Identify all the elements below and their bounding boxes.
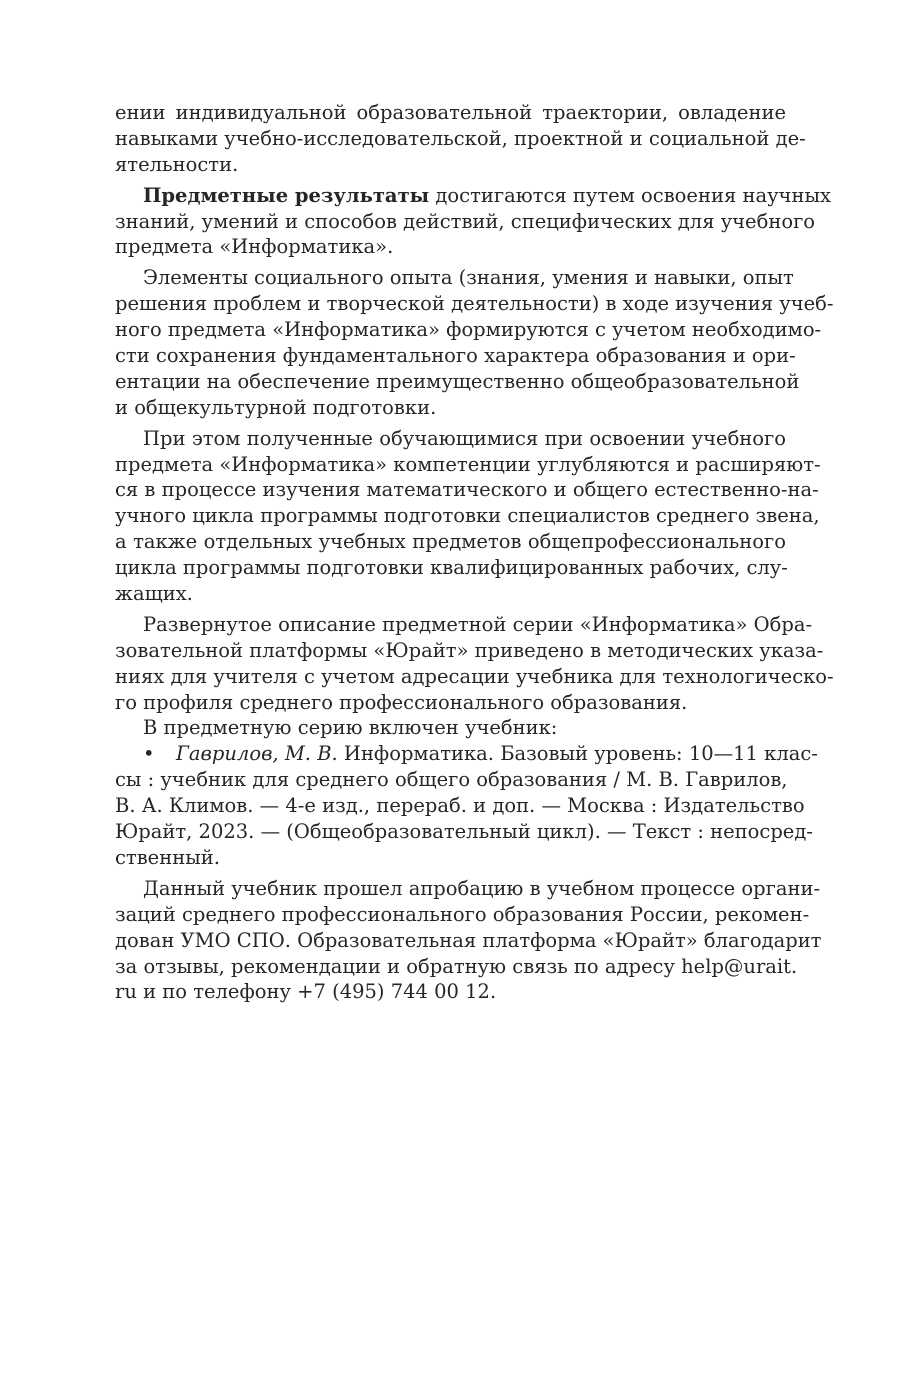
text-line: предмета «Информатика».: [115, 235, 394, 259]
paragraph-1: [115, 100, 806, 178]
text-line: предмета «Информатика» компетенции углубляются и расширяют-: [115, 452, 821, 476]
text-line: дован УМО СПО. Образовательная платформа «Юрайт» благодарит: [115, 928, 822, 952]
text-line: а также отдельных учебных предметов общепрофессионального: [115, 530, 786, 554]
paragraph-series-includes: [115, 715, 786, 741]
text-line: Юрайт, 2023. — (Общеобразовательный цикл). — Текст : непосред-: [115, 820, 813, 844]
text-line: ниях для учителя с учетом адресации учебника для технологическо-: [115, 664, 834, 688]
text-line: го профиля среднего профессионального образования.: [115, 690, 688, 714]
paragraph-subject-results: [115, 183, 831, 261]
paragraph-competencies: [115, 426, 821, 607]
text-line: учного цикла программы подготовки специалистов среднего звена,: [115, 504, 820, 528]
text-line: [115, 183, 831, 209]
text-line: ru и по телефону +7 (495) 744 00 12.: [115, 980, 497, 1004]
paragraph-approbation: [115, 876, 822, 1005]
paragraph-series-description: [115, 612, 834, 716]
text-line: В. А. Климов. — 4-е изд., перераб. и доп. — Москва : Издательство: [115, 794, 805, 818]
text-line: за отзывы, рекомендации и обратную связь по адресу help@urait.: [115, 954, 798, 978]
text-line: ного предмета «Информатика» формируются с учетом необходимо-: [115, 318, 822, 342]
text-line: навыками учебно-исследовательской, проектной и социальной де-: [115, 126, 806, 150]
text-line: жащих.: [115, 582, 193, 606]
paragraph-social-experience: [115, 265, 834, 420]
text-line: ентации на обеспечение преимущественно общеобразовательной: [115, 369, 800, 393]
text-line: цикла программы подготовки квалифицированных рабочих, слу-: [115, 556, 788, 580]
text-line: При этом полученные обучающимися при освоении учебного: [143, 426, 786, 450]
text-line: ении индивидуальной образовательной траектории, овладение: [115, 101, 786, 124]
text-line: В предметную серию включен учебник:: [143, 716, 558, 740]
text-line: сти сохранения фундаментального характера образования и ори-: [115, 344, 796, 368]
text-line: решения проблем и творческой деятельности) в ходе изучения учеб-: [115, 292, 834, 316]
text-line: заций среднего профессионального образования России, рекомен-: [115, 902, 810, 926]
text-span: достигаются путем освоения научных: [429, 183, 831, 207]
text-line: ся в процессе изучения математического и общего естественно-на-: [115, 478, 819, 502]
bullet-marker: •: [143, 742, 155, 766]
text-line: сы : учебник для среднего общего образования / М. В. Гаврилов,: [115, 768, 788, 792]
text-line: ятельности.: [115, 152, 239, 176]
text-span: Информатика. Базовый уровень: 10—11 клас-: [337, 742, 818, 766]
text-line: зовательной платформы «Юрайт» приведено в методических указа-: [115, 638, 824, 662]
text-line: [115, 741, 818, 767]
text-line: Элементы социального опыта (знания, умения и навыки, опыт: [143, 266, 794, 290]
bold-lead: Предметные результаты: [143, 183, 430, 207]
text-line: знаний, умений и способов действий, специфических для учебного: [115, 209, 816, 233]
author-name: Гаврилов, М. В.: [176, 742, 338, 766]
text-line: Развернутое описание предметной серии «Информатика» Обра-: [143, 612, 813, 636]
page-body: [115, 100, 834, 1005]
text-line: ственный.: [115, 845, 220, 869]
bullet-list-item: [115, 741, 818, 870]
text-line: и общекультурной подготовки.: [115, 395, 437, 419]
text-line: Данный учебник прошел апробацию в учебном процессе органи-: [143, 876, 821, 900]
